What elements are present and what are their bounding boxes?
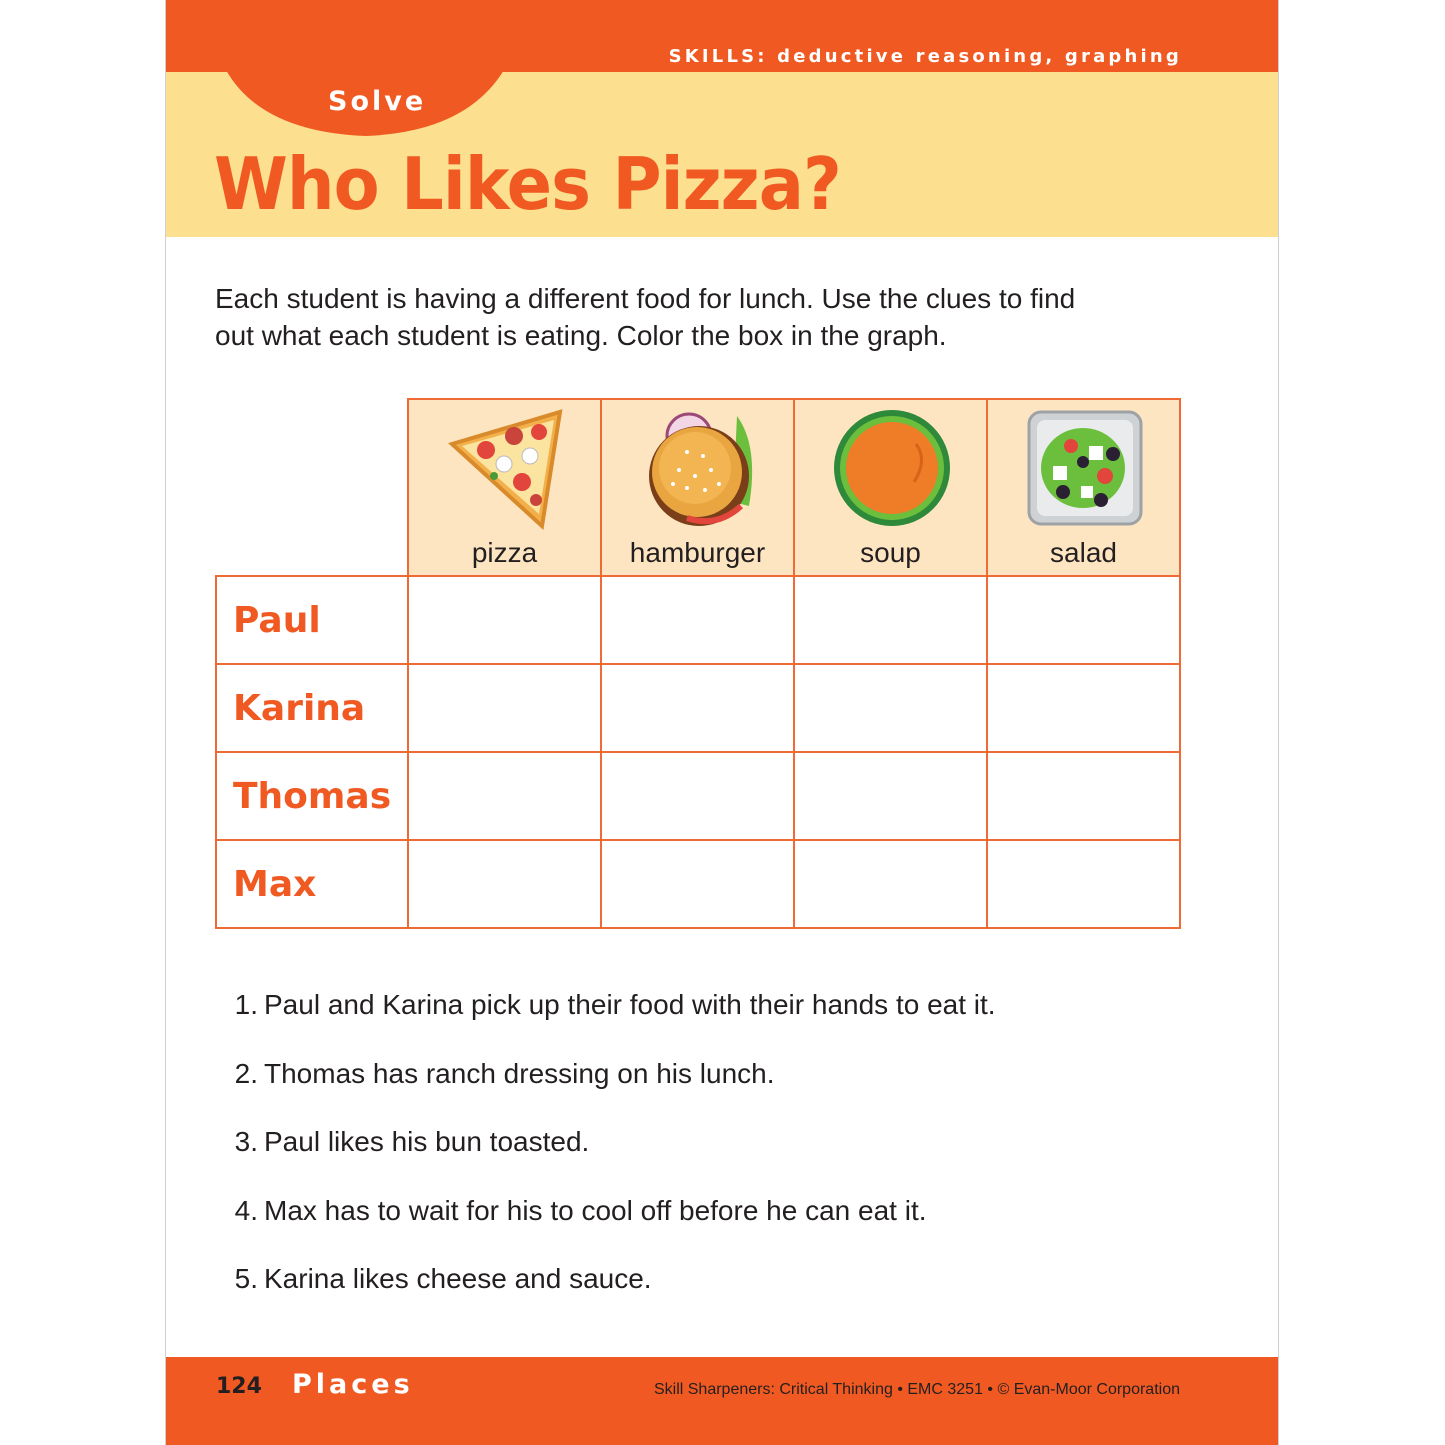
clue-text: Karina likes cheese and sauce.	[264, 1263, 652, 1294]
cell-paul-salad[interactable]	[987, 576, 1180, 664]
row-header-thomas	[216, 752, 408, 840]
graph-row-paul	[216, 576, 1180, 664]
food-label: soup	[860, 537, 921, 568]
hamburger-icon	[637, 406, 761, 530]
instructions	[215, 280, 1195, 354]
footer-credit: Skill Sharpeners: Critical Thinking • EMC 3251 • © Evan-Moor Corporation	[653, 1381, 1180, 1398]
clue-text: Thomas has ranch dressing on his lunch.	[264, 1057, 775, 1089]
clue-item	[218, 1122, 996, 1191]
cell-thomas-salad[interactable]	[987, 752, 1180, 840]
cell-paul-soup[interactable]	[794, 576, 987, 664]
row-header-max	[216, 840, 408, 928]
graph-header-row	[216, 399, 1180, 576]
student-name: Max	[233, 863, 317, 905]
student-name: Thomas	[233, 775, 392, 817]
cell-max-hamburger[interactable]	[601, 840, 794, 928]
cell-thomas-hamburger[interactable]	[601, 752, 794, 840]
pizza-slice-icon	[444, 406, 568, 530]
instructions-line-1: Each student is having a different food for lunch. Use the clues to find	[215, 283, 1076, 314]
cell-thomas-soup[interactable]	[794, 752, 987, 840]
page-number: 124	[216, 1374, 262, 1399]
food-label: salad	[1050, 537, 1117, 568]
clue-item	[218, 1191, 996, 1260]
column-header-soup	[794, 399, 987, 576]
cell-thomas-pizza[interactable]	[408, 752, 601, 840]
cell-paul-pizza[interactable]	[408, 576, 601, 664]
food-graph	[215, 398, 1181, 929]
soup-bowl-icon	[830, 406, 954, 530]
cell-karina-pizza[interactable]	[408, 664, 601, 752]
cell-karina-soup[interactable]	[794, 664, 987, 752]
cell-karina-salad[interactable]	[987, 664, 1180, 752]
cell-max-soup[interactable]	[794, 840, 987, 928]
clue-number: 1.	[234, 989, 258, 1020]
cell-paul-hamburger[interactable]	[601, 576, 794, 664]
cell-max-pizza[interactable]	[408, 840, 601, 928]
clue-number: 3.	[234, 1126, 258, 1157]
clue-text: Paul likes his bun toasted.	[264, 1126, 590, 1157]
row-header-paul	[216, 576, 408, 664]
solve-tab-label: Solve	[328, 86, 427, 117]
food-label: hamburger	[629, 537, 766, 568]
graph-row-max	[216, 840, 1180, 928]
column-header-pizza	[408, 399, 601, 576]
food-label: pizza	[471, 537, 538, 568]
clue-text: Paul and Karina pick up their food with their hands to eat it.	[264, 989, 996, 1020]
clue-number: 5.	[234, 1263, 258, 1294]
column-header-hamburger	[601, 399, 794, 576]
clue-list	[218, 985, 996, 1328]
clue-item	[218, 1054, 996, 1123]
column-header-salad	[987, 399, 1180, 576]
clue-number: 2.	[234, 1057, 258, 1089]
clue-item	[218, 1259, 996, 1328]
cell-karina-hamburger[interactable]	[601, 664, 794, 752]
student-name: Paul	[233, 599, 321, 641]
section-label: Places	[292, 1369, 414, 1400]
skills-label: SKILLS: deductive reasoning, graphing	[668, 46, 1182, 67]
graph-row-karina	[216, 664, 1180, 752]
row-header-karina	[216, 664, 408, 752]
clue-text: Max has to wait for his to cool off before he can eat it.	[264, 1194, 927, 1226]
worksheet-page	[165, 0, 1279, 1445]
salad-plate-icon	[1023, 406, 1147, 530]
graph-row-thomas	[216, 752, 1180, 840]
page-title: Who Likes Pizza?	[214, 142, 841, 226]
clue-number: 4.	[234, 1194, 258, 1226]
instructions-line-2: out what each student is eating. Color the box in the graph.	[215, 320, 947, 351]
cell-max-salad[interactable]	[987, 840, 1180, 928]
graph-corner	[216, 399, 408, 576]
student-name: Karina	[233, 687, 366, 729]
clue-item	[218, 985, 996, 1054]
